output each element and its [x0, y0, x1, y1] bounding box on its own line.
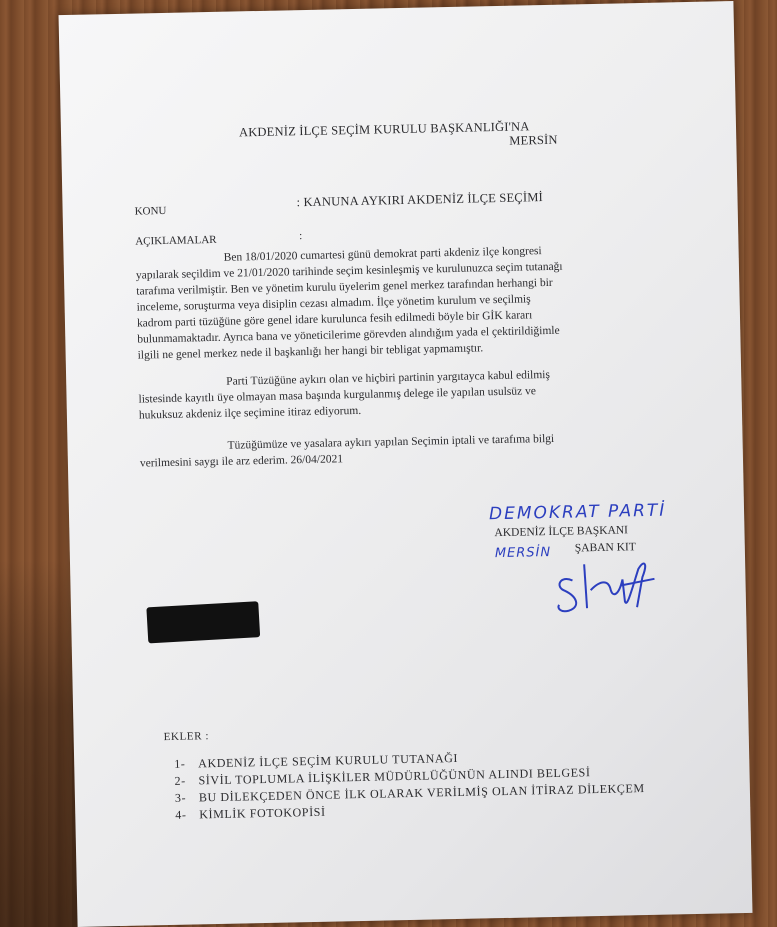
handwritten-city: MERSİN — [494, 544, 552, 562]
document-page — [59, 1, 753, 927]
paragraph-1-line: inceleme, soruşturma veya disiplin cezası almadım. İlçe yönetim kurulum ve seçilmiş — [136, 293, 531, 314]
handwritten-party-name: DEMOKRAT PARTİ — [488, 500, 667, 525]
explanations-colon: : — [299, 230, 303, 243]
attachment-text: BU DİLEKÇEDEN ÖNCE İLK OLARAK VERİLMİŞ OLAN İTİRAZ DİLEKÇEM — [198, 781, 645, 805]
attachments-label: EKLER : — [163, 730, 210, 744]
explanations-label: AÇIKLAMALAR — [135, 233, 217, 248]
handwritten-signature — [550, 548, 691, 621]
paragraph-1-line: Ben 18/01/2020 cumartesi günü demokrat parti akdeniz ilçe kongresi — [223, 245, 542, 264]
addressee: AKDENİZ İLÇE SEÇİM KURULU BAŞKANLIĞI'NA — [238, 119, 530, 140]
paragraph-3-line: verilmesini saygı ile arz ederim. 26/04/2021 — [139, 453, 344, 470]
paragraph-1-line: yapılarak seçildim ve 21/01/2020 tarihinde seçim kesinleşmiş ve kurulunuzca seçim tutanağı — [135, 260, 563, 282]
attachment-text: AKDENİZ İLÇE SEÇİM KURULU TUTANAĞI — [198, 750, 459, 771]
attachment-number: 1- — [174, 756, 186, 771]
paragraph-1-line: kadrom parti tüzüğüne göre genel idare kurulunca fesih edilmedi böyle bir GİK kararı — [136, 309, 533, 330]
attachment-number: 4- — [175, 807, 187, 822]
paragraph-2-line: Parti Tüzüğüne aykırı olan ve hiçbiri partinin yargıtayca kabul edilmiş — [226, 368, 551, 388]
subject-label: KONU — [134, 204, 167, 218]
paragraph-1-line: ilgili ne genel merkez nede il başkanlığı her hangi bir tebligat yapmamıştır. — [137, 342, 484, 362]
paragraph-2 — [138, 365, 659, 424]
signatory-name: ŞABAN KIT — [574, 541, 636, 555]
paragraph-1-line: tarafıma verilmiştir. Ben ve yönetim kurulu üyelerim genel merkez tarafından herhangi bir — [136, 276, 553, 298]
paragraph-3 — [139, 429, 660, 472]
attachment-text: SİVİL TOPLUMLA İLİŞKİLER MÜDÜRLÜĞÜNÜN ALINDI BELGESİ — [198, 765, 591, 788]
paragraph-2-line: hukuksuz akdeniz ilçe seçimine itiraz ediyorum. — [138, 404, 362, 422]
paragraph-2-line: listesinde kayıtlı üye olmayan masa başında kurgulanmış delege ile yapılan usulsüz ve — [138, 385, 537, 406]
paragraph-1 — [135, 241, 657, 364]
paragraph-1-line: bulunmamaktadır. Ayrıca bana ve yöneticilerime görevden alındığım yada el çektirildiğimle — [137, 324, 560, 346]
subject-value: : KANUNA AYKIRI AKDENİZ İLÇE SEÇİMİ — [296, 190, 544, 210]
attachment-number: 3- — [174, 790, 187, 805]
addressee-city: MERSİN — [509, 132, 558, 148]
signatory-title: AKDENİZ İLÇE BAŞKANI — [494, 524, 629, 540]
redacted-stamp — [146, 601, 260, 643]
attachments-list — [174, 745, 645, 823]
attachment-text: KİMLİK FOTOKOPİSİ — [199, 804, 326, 822]
paragraph-3-line: Tüzüğümüze ve yasalara aykırı yapılan Seçimin iptali ve tarafıma bilgi — [227, 432, 555, 452]
attachment-number: 2- — [174, 773, 186, 788]
